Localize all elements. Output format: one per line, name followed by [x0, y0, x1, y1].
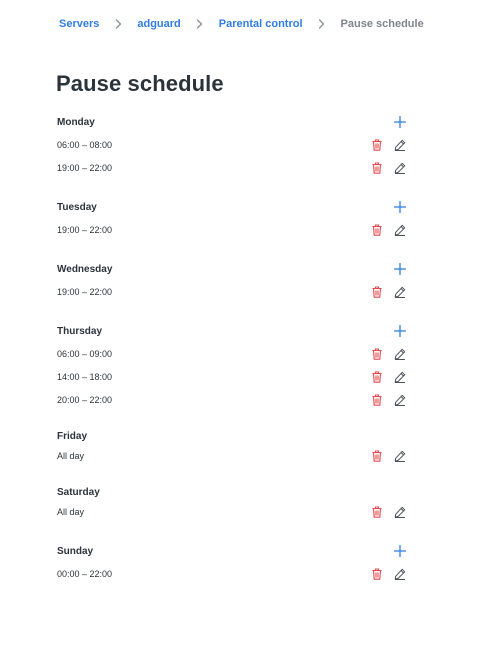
pencil-icon [394, 139, 406, 151]
chevron-right-icon [181, 19, 219, 29]
slot-time: All day [57, 451, 85, 461]
day-header-monday [57, 113, 412, 133]
add-pause-button[interactable] [392, 323, 408, 339]
slot-time: 06:00 – 09:00 [57, 349, 113, 359]
delete-slot-button[interactable] [370, 504, 384, 520]
day-header-wednesday [57, 260, 412, 280]
day-name: Monday [57, 117, 95, 128]
trash-icon [372, 450, 382, 462]
breadcrumb-current: Pause schedule [340, 18, 424, 30]
day-header-sunday [57, 542, 412, 562]
plus-icon [394, 545, 406, 557]
edit-slot-button[interactable] [392, 369, 408, 385]
pencil-icon [394, 286, 406, 298]
edit-slot-button[interactable] [392, 160, 408, 176]
schedule-slot [57, 221, 412, 239]
delete-slot-button[interactable] [370, 284, 384, 300]
day-header-thursday [57, 322, 412, 342]
plus-icon [394, 325, 406, 337]
delete-slot-button[interactable] [370, 137, 384, 153]
breadcrumb [59, 16, 424, 32]
day-name: Tuesday [57, 202, 97, 213]
edit-slot-button[interactable] [392, 284, 408, 300]
day-header-saturday [57, 483, 412, 503]
day-name: Saturday [57, 487, 100, 498]
add-pause-button[interactable] [392, 114, 408, 130]
trash-icon [372, 394, 382, 406]
slot-time: All day [57, 507, 85, 517]
pencil-icon [394, 450, 406, 462]
edit-slot-button[interactable] [392, 392, 408, 408]
schedule-slot [57, 283, 412, 301]
slot-time: 14:00 – 18:00 [57, 372, 113, 382]
slot-time: 19:00 – 22:00 [57, 287, 113, 297]
edit-slot-button[interactable] [392, 137, 408, 153]
schedule-slot [57, 136, 412, 154]
pencil-icon [394, 568, 406, 580]
edit-slot-button[interactable] [392, 566, 408, 582]
delete-slot-button[interactable] [370, 346, 384, 362]
slot-time: 20:00 – 22:00 [57, 395, 113, 405]
plus-icon [394, 201, 406, 213]
chevron-right-icon [303, 19, 341, 29]
schedule-slot [57, 345, 412, 363]
pencil-icon [394, 371, 406, 383]
plus-icon [394, 116, 406, 128]
day-header-friday [57, 427, 412, 447]
trash-icon [372, 348, 382, 360]
trash-icon [372, 139, 382, 151]
schedule-slot [57, 368, 412, 386]
trash-icon [372, 506, 382, 518]
breadcrumb-servers[interactable]: Servers [59, 18, 100, 30]
day-name: Friday [57, 431, 88, 442]
pencil-icon [394, 394, 406, 406]
slot-time: 00:00 – 22:00 [57, 569, 113, 579]
trash-icon [372, 568, 382, 580]
schedule-slot [57, 503, 412, 521]
plus-icon [394, 263, 406, 275]
pencil-icon [394, 162, 406, 174]
trash-icon [372, 286, 382, 298]
schedule-slot [57, 565, 412, 583]
slot-time: 06:00 – 08:00 [57, 140, 113, 150]
delete-slot-button[interactable] [370, 566, 384, 582]
day-name: Thursday [57, 326, 103, 337]
delete-slot-button[interactable] [370, 222, 384, 238]
trash-icon [372, 224, 382, 236]
pencil-icon [394, 224, 406, 236]
add-pause-button[interactable] [392, 543, 408, 559]
pencil-icon [394, 506, 406, 518]
delete-slot-button[interactable] [370, 392, 384, 408]
trash-icon [372, 371, 382, 383]
pencil-icon [394, 348, 406, 360]
schedule-slot [57, 447, 412, 465]
edit-slot-button[interactable] [392, 222, 408, 238]
chevron-right-icon [99, 19, 137, 29]
add-pause-button[interactable] [392, 261, 408, 277]
schedule-slot [57, 391, 412, 409]
add-pause-button[interactable] [392, 199, 408, 215]
edit-slot-button[interactable] [392, 448, 408, 464]
delete-slot-button[interactable] [370, 160, 384, 176]
delete-slot-button[interactable] [370, 448, 384, 464]
schedule-slot [57, 159, 412, 177]
edit-slot-button[interactable] [392, 504, 408, 520]
slot-time: 19:00 – 22:00 [57, 163, 113, 173]
day-name: Sunday [57, 546, 94, 557]
breadcrumb-adguard[interactable]: adguard [137, 18, 181, 30]
breadcrumb-parental-control[interactable]: Parental control [218, 18, 303, 30]
edit-slot-button[interactable] [392, 346, 408, 362]
slot-time: 19:00 – 22:00 [57, 225, 113, 235]
day-name: Wednesday [57, 264, 113, 275]
page-title: Pause schedule [56, 71, 224, 96]
day-header-tuesday [57, 198, 412, 218]
trash-icon [372, 162, 382, 174]
delete-slot-button[interactable] [370, 369, 384, 385]
